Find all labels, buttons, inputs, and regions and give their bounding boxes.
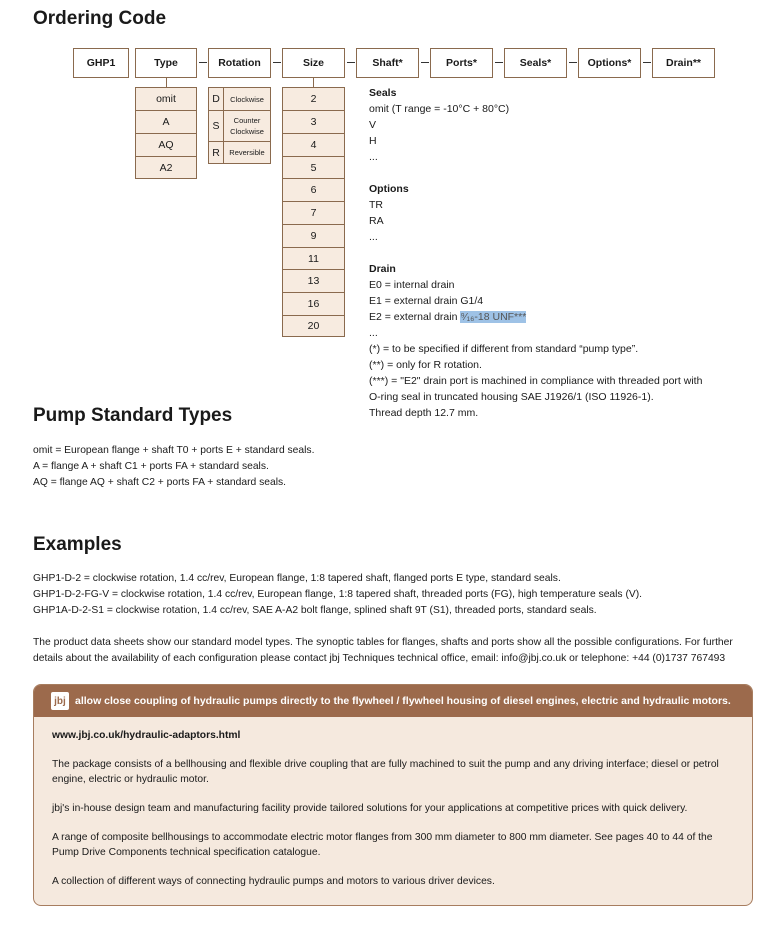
standard-type-line: AQ = flange AQ + shaft C2 + ports FA + standard seals. [33, 477, 286, 488]
code-box-drain: Drain** [652, 48, 715, 78]
code-box-ports: Ports* [430, 48, 493, 78]
seals-item: omit (T range = -10°C + 80°C) [369, 103, 510, 115]
code-box-rotation: Rotation [208, 48, 271, 78]
rotation-letter: D [209, 88, 224, 110]
code-separator [347, 62, 355, 63]
type-option: A2 [135, 156, 197, 179]
panel-paragraph: engine, electric or hydraulic motor. [52, 774, 209, 785]
jbj-logo-icon: jbj [51, 692, 69, 710]
standard-type-line: A = flange A + shaft C1 + ports FA + standard seals. [33, 461, 269, 472]
size-option: 4 [282, 133, 345, 157]
code-separator [421, 62, 429, 63]
footnote: Thread depth 12.7 mm. [369, 407, 479, 419]
drain-heading: Drain [369, 263, 396, 275]
example-line: GHP1-D-2-FG-V = clockwise rotation, 1.4 cc/rev, European flange, 1:8 tapered shaft, threaded ports (FG), high temperature seals (V). [33, 589, 643, 600]
drain-item: E0 = internal drain [369, 279, 455, 291]
standard-type-line: omit = European flange + shaft T0 + ports E + standard seals. [33, 445, 315, 456]
rotation-label: Reversible [229, 148, 265, 157]
rotation-letter: S [209, 111, 224, 141]
code-box-shaft: Shaft* [356, 48, 419, 78]
type-option: omit [135, 87, 197, 111]
code-separator [569, 62, 577, 63]
options-heading: Options [369, 183, 409, 195]
seals-item: H [369, 135, 377, 147]
footnote: O-ring seal in truncated housing SAE J1926/1 (ISO 11926-1). [369, 391, 654, 403]
options-item: ... [369, 231, 378, 243]
size-option: 9 [282, 224, 345, 248]
rotation-option-counter-clockwise [208, 110, 271, 142]
rotation-label: Clockwise [230, 94, 264, 104]
panel-header [34, 685, 752, 717]
panel-paragraph: A range of composite bellhousings to accommodate electric motor flanges from 300 mm diameter to 800 mm diameter. See pages 40 to 44 of the [52, 832, 713, 843]
code-box-type: Type [135, 48, 197, 78]
panel-paragraph: The package consists of a bellhousing and flexible drive coupling that are fully machined to suit the pump and any driving interface; diesel or petrol [52, 759, 719, 770]
type-option: A [135, 110, 197, 134]
seals-item: ... [369, 151, 378, 163]
seals-item: V [369, 119, 377, 131]
ordering-code-title: Ordering Code [33, 8, 167, 29]
example-line: GHP1-D-2 = clockwise rotation, 1.4 cc/rev, European flange, 1:8 tapered shaft, flanged ports E type, standard seals. [33, 573, 561, 584]
drain-item: ... [369, 327, 378, 339]
rotation-letter: R [209, 142, 224, 163]
footnote: (*) = to be specified if different from standard “pump type”. [369, 343, 639, 355]
panel-paragraph: Pump Drive Components technical specification catalogue. [52, 847, 321, 858]
code-separator [273, 62, 281, 63]
drain-e2-thread: ⁹⁄₁₆-18 UNF*** [460, 311, 527, 323]
size-option: 13 [282, 269, 345, 293]
size-option: 11 [282, 247, 345, 270]
options-item: RA [369, 215, 384, 227]
code-box-ghp1: GHP1 [73, 48, 129, 78]
pump-standard-types-title: Pump Standard Types [33, 405, 233, 426]
code-box-seals: Seals* [504, 48, 567, 78]
panel-paragraph: A collection of different ways of connecting hydraulic pumps and motors to various driver devices. [52, 876, 495, 887]
size-option: 16 [282, 292, 345, 316]
jbj-info-panel [33, 684, 753, 906]
size-option: 2 [282, 87, 345, 111]
data-sheets-text: details about the availability of each configuration please contact jbj Techniques technical office, email: info@jbj.co.uk or telephone: +44 (0)1737 767493 [33, 653, 726, 664]
footnote: (***) = "E2" drain port is machined in compliance with threaded port with [369, 375, 703, 387]
code-box-options: Options* [578, 48, 641, 78]
seals-heading: Seals [369, 87, 397, 99]
options-item: TR [369, 199, 383, 211]
size-option: 7 [282, 201, 345, 225]
data-sheets-text: The product data sheets show our standard model types. The synoptic tables for flanges, shafts and ports show all the possible configurations. For further [33, 637, 733, 648]
panel-header-text: allow close coupling of hydraulic pumps directly to the flywheel / flywheel housing of diesel engines, electric and hydraulic motors. [75, 695, 731, 707]
example-line: GHP1A-D-2-S1 = clockwise rotation, 1.4 cc/rev, SAE A-A2 bolt flange, splined shaft 9T (S1), threaded ports, standard seals. [33, 605, 597, 616]
code-separator [643, 62, 651, 63]
drain-item-e2 [369, 309, 526, 325]
size-option: 3 [282, 110, 345, 134]
footnote: (**) = only for R rotation. [369, 359, 482, 371]
rotation-option-clockwise [208, 87, 271, 111]
rotation-option-reversible [208, 141, 271, 164]
panel-url[interactable]: www.jbj.co.uk/hydraulic-adaptors.html [52, 730, 241, 741]
rotation-label: Counter Clockwise [230, 116, 264, 136]
size-option: 20 [282, 315, 345, 337]
type-option: AQ [135, 133, 197, 157]
code-box-size: Size [282, 48, 345, 78]
code-separator [495, 62, 503, 63]
examples-title: Examples [33, 534, 122, 555]
size-option: 6 [282, 178, 345, 202]
code-separator [199, 62, 207, 63]
drain-item: E1 = external drain G1/4 [369, 295, 484, 307]
drain-e2-prefix: E2 = external drain [369, 311, 461, 323]
panel-paragraph: jbj's in-house design team and manufacturing facility provide tailored solutions for your applications at competitive prices with quick delivery. [52, 803, 688, 814]
size-option: 5 [282, 156, 345, 179]
